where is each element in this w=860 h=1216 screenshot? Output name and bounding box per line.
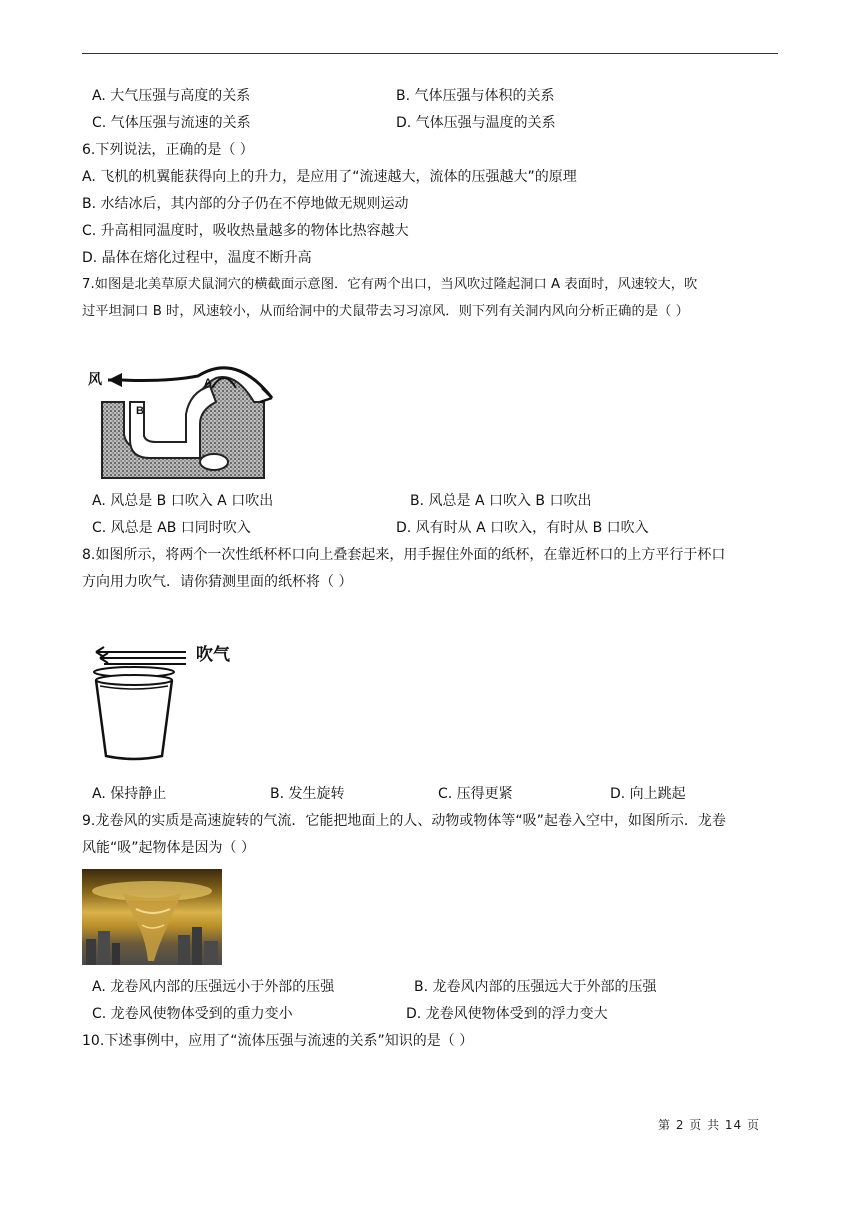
wind-label: 风 xyxy=(88,373,102,388)
q6-stem: 6.下列说法，正确的是（ ） xyxy=(82,142,254,158)
cups-figure xyxy=(86,638,246,768)
q7-option-c: C. 风总是 AB 口同时吹入 xyxy=(92,520,251,536)
q8-stem-line2: 方向用力吹气．请你猜测里面的纸杯将（ ） xyxy=(82,574,353,590)
q7-stem-line2: 过平坦洞口 B 时，风速较小，从而给洞中的犬鼠带去习习凉风．则下列有关洞内风向分析正确的是（ ） xyxy=(82,304,689,319)
q5-option-b: B. 气体压强与体积的关系 xyxy=(396,88,555,104)
q8-option-b: B. 发生旋转 xyxy=(270,786,345,802)
q8-option-a: A. 保持静止 xyxy=(92,786,167,802)
q9-option-a: A. 龙卷风内部的压强远小于外部的压强 xyxy=(92,979,335,995)
q6-option-a: A. 飞机的机翼能获得向上的升力，是应用了“流速越大，流体的压强越大”的原理 xyxy=(82,169,577,185)
label-b: B xyxy=(136,405,144,417)
q7-option-a: A. 风总是 B 口吹入 A 口吹出 xyxy=(92,493,274,509)
q6-option-d: D. 晶体在熔化过程中，温度不断升高 xyxy=(82,250,312,266)
q5-option-a: A. 大气压强与高度的关系 xyxy=(92,88,251,104)
q5-option-d: D. 气体压强与温度的关系 xyxy=(396,115,556,131)
q9-stem-line1: 9.龙卷风的实质是高速旋转的气流．它能把地面上的人、动物或物体等“吸”起卷入空中，如图所示．龙卷 xyxy=(82,813,726,829)
blow-label: 吹气 xyxy=(196,645,230,664)
cups-diagram xyxy=(86,638,246,768)
q7-option-d: D. 风有时从 A 口吹入，有时从 B 口吹入 xyxy=(396,520,649,536)
tornado-illustration xyxy=(82,869,222,965)
q9-option-d: D. 龙卷风使物体受到的浮力变大 xyxy=(406,1006,608,1022)
q5-option-c: C. 气体压强与流速的关系 xyxy=(92,115,251,131)
burrow-diagram xyxy=(86,358,276,482)
label-a: A xyxy=(204,377,212,389)
tornado-photo xyxy=(82,869,222,965)
q7-option-b: B. 风总是 A 口吹入 B 口吹出 xyxy=(410,493,592,509)
q9-option-c: C. 龙卷风使物体受到的重力变小 xyxy=(92,1006,293,1022)
header-rule xyxy=(82,53,778,54)
page-footer: 第 2 页 共 14 页 xyxy=(658,1118,760,1132)
q10-stem: 10.下述事例中，应用了“流体压强与流速的关系”知识的是（ ） xyxy=(82,1033,474,1049)
q6-option-c: C. 升高相同温度时，吸收热量越多的物体比热容越大 xyxy=(82,223,409,239)
q8-option-d: D. 向上跳起 xyxy=(610,786,686,802)
q9-stem-line2: 风能“吸”起物体是因为（ ） xyxy=(82,840,255,856)
q7-stem-line1: 7.如图是北美草原犬鼠洞穴的横截面示意图．它有两个出口，当风吹过隆起洞口 A 表面时，风速较大，吹 xyxy=(82,277,698,292)
q6-option-b: B. 水结冰后，其内部的分子仍在不停地做无规则运动 xyxy=(82,196,409,212)
q8-stem-line1: 8.如图所示，将两个一次性纸杯杯口向上叠套起来，用手握住外面的纸杯，在靠近杯口的上方平行于杯口 xyxy=(82,547,726,563)
q8-option-c: C. 压得更紧 xyxy=(438,786,513,802)
burrow-figure xyxy=(86,358,276,482)
q9-option-b: B. 龙卷风内部的压强远大于外部的压强 xyxy=(414,979,657,995)
